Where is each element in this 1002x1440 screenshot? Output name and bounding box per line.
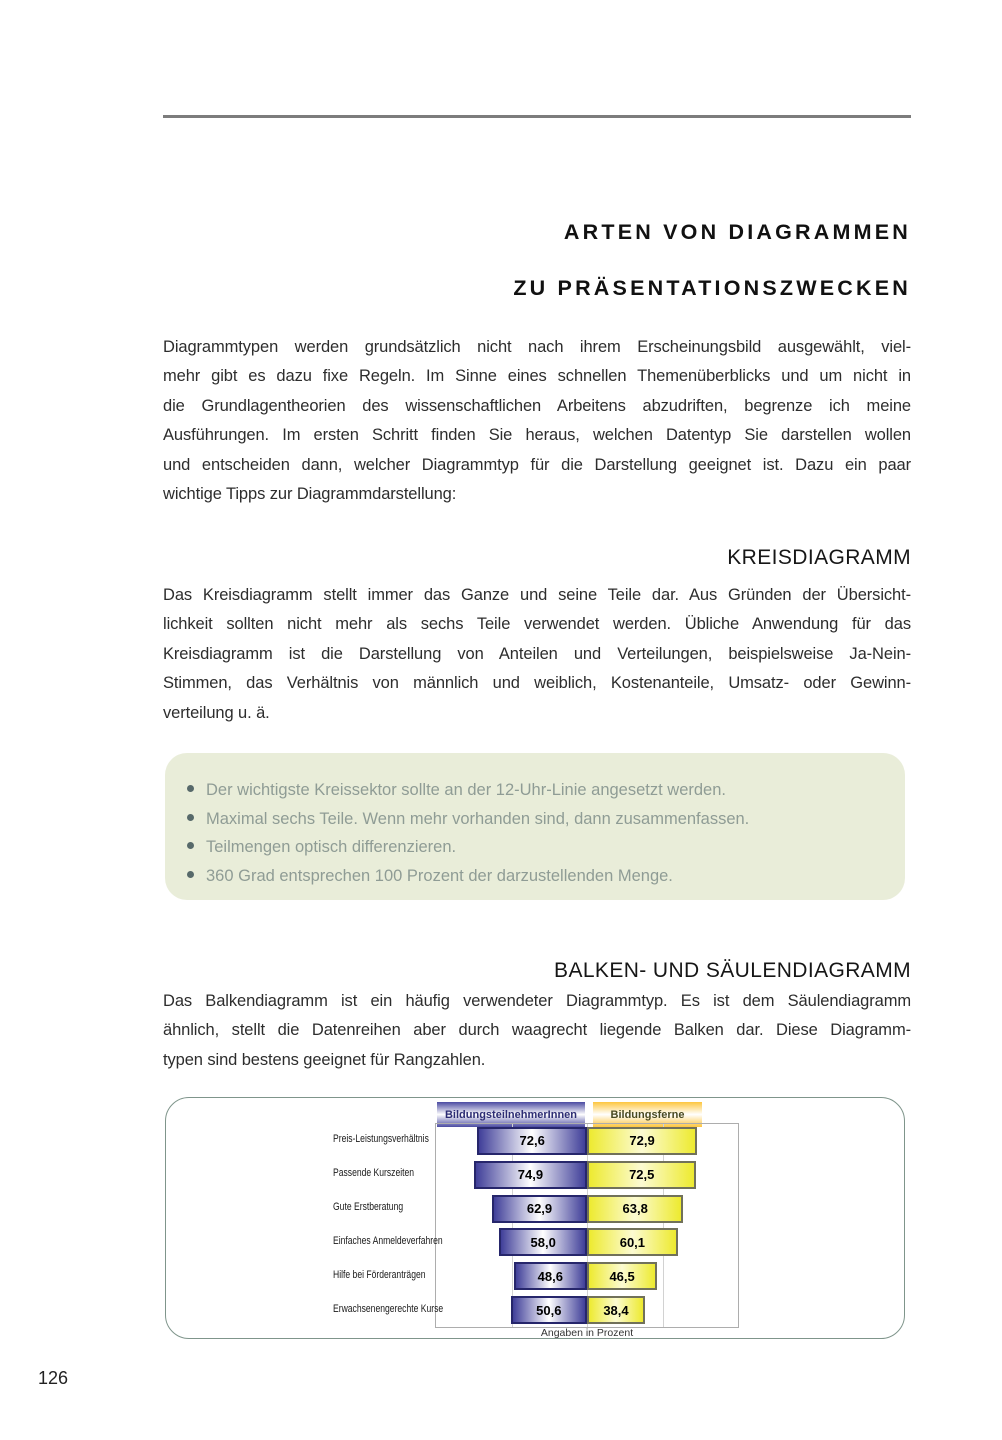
paragraph-line: Das Kreisdiagramm stellt immer das Ganze und seine Teile dar. Aus Gründen der Übersicht- — [163, 586, 911, 604]
tip-text: Maximal sechs Teile. Wenn mehr vorhanden sind, dann zusammenfassen. — [206, 809, 750, 828]
paragraph-line: Kreisdiagramm ist die Darstellung von Anteilen und Verteilungen, beispielsweise Ja-Nein- — [163, 644, 911, 663]
section-heading-kreisdiagramm: KREISDIAGRAMM — [727, 546, 911, 569]
bar-value-label: 50,6 — [536, 1302, 562, 1318]
bar-value-label: 60,1 — [619, 1234, 646, 1250]
kreis-paragraph — [163, 581, 911, 728]
paragraph-line: Ausführungen. Im ersten Schritt finden Sie heraus, welchen Datentyp Sie darstellen wollen — [163, 426, 911, 445]
paragraph-line: wichtige Tipps zur Diagrammdarstellung: — [163, 485, 457, 504]
category-label: Einfaches Anmeldeverfahren — [333, 1234, 443, 1247]
page-title-line1: ARTEN VON DIAGRAMMEN — [563, 220, 911, 244]
bullet-icon — [187, 814, 194, 821]
chart-panel — [165, 1097, 905, 1339]
bar-bildungsteilnehmerinnen — [514, 1262, 587, 1290]
bar-bildungsteilnehmerinnen — [511, 1296, 587, 1324]
top-rule — [163, 115, 911, 118]
legend-item-bildungsteilnehmerinnen: BildungsteilnehmerInnen — [437, 1102, 585, 1127]
bar-value-label: 62,9 — [526, 1201, 553, 1217]
tips-box — [165, 753, 905, 900]
paragraph-line: verteilung u. ä. — [163, 703, 270, 722]
paragraph-line: typen sind bestens geeignet für Rangzahlen. — [163, 1050, 486, 1069]
paragraph-line: Stimmen, das Verhältnis von männlich und weiblich, Kostenanteile, Umsatz- oder Gewinn- — [163, 674, 911, 693]
paragraph-line: Diagrammtypen werden grundsätzlich nicht nach ihrem Erscheinungsbild ausgewählt, viel- — [163, 338, 911, 356]
bar-bildungsteilnehmerinnen — [499, 1228, 587, 1256]
bullet-icon — [187, 842, 194, 849]
tip-item — [187, 776, 885, 805]
page-title-line2: ZU PRÄSENTATIONSZWECKEN — [513, 276, 911, 300]
tips-list — [165, 753, 905, 890]
paragraph-line: Das Balkendiagramm ist ein häufig verwendeter Diagrammtyp. Es ist dem Säulendiagramm — [163, 992, 911, 1010]
bar-value-label: 58,0 — [530, 1234, 556, 1250]
bar-value-label: 46,5 — [609, 1268, 635, 1284]
section-heading-balken: BALKEN- UND SÄULENDIAGRAMM — [554, 959, 911, 982]
tip-item — [187, 805, 885, 834]
paragraph-line: mehr gibt es dazu fixe Regeln. Im Sinne eines schnellen Themenüberblicks und um nicht in — [163, 367, 911, 386]
bar-bildungsferne — [587, 1161, 696, 1189]
paragraph-line: ähnlich, stellt die Datenreihen aber durch waagrecht liegende Balken dar. Diese Diagramm- — [163, 1021, 911, 1040]
bullet-icon — [187, 871, 194, 878]
category-label: Passende Kurszeiten — [333, 1167, 415, 1180]
bar-value-label: 74,9 — [517, 1167, 544, 1183]
balken-paragraph — [163, 987, 911, 1075]
bar-value-label: 72,9 — [629, 1133, 655, 1149]
bar-bildungsferne — [587, 1228, 678, 1256]
category-label: Gute Erstberatung — [333, 1201, 404, 1214]
legend-item-bildungsferne: Bildungsferne — [593, 1102, 702, 1127]
category-label: Preis-Leistungsverhältnis — [333, 1133, 429, 1146]
category-label: Erwachsenengerechte Kurse — [333, 1302, 444, 1315]
bar-bildungsteilnehmerinnen — [477, 1127, 587, 1155]
paragraph-line: die Grundlagentheorien des wissenschaftlichen Arbeitens abzudriften, begrenze ich meine — [163, 396, 911, 415]
bar-bildungsteilnehmerinnen — [492, 1195, 587, 1223]
tip-text: 360 Grad entsprechen 100 Prozent der darzustellenden Menge. — [206, 866, 673, 885]
bar-bildungsferne — [587, 1296, 645, 1324]
bar-bildungsferne — [587, 1195, 683, 1223]
tip-item — [187, 862, 885, 891]
tip-text: Teilmengen optisch differenzieren. — [206, 838, 457, 857]
bar-bildungsferne — [587, 1127, 697, 1155]
bar-value-label: 72,5 — [629, 1167, 655, 1183]
bar-value-label: 48,6 — [537, 1268, 563, 1284]
tip-text: Der wichtigste Kreissektor sollte an der 12-Uhr-Linie angesetzt werden. — [206, 781, 726, 799]
paragraph-line: lichkeit sollten nicht mehr als sechs Teile verwendet werden. Übliche Anwendung für das — [163, 615, 911, 634]
category-label: Hilfe bei Förderanträgen — [333, 1268, 426, 1281]
bar-value-label: 72,6 — [519, 1133, 545, 1149]
bar-value-label: 38,4 — [603, 1302, 629, 1318]
intro-paragraph — [163, 333, 911, 509]
bar-bildungsteilnehmerinnen — [474, 1161, 587, 1189]
page-number: 126 — [38, 1368, 69, 1388]
bar-bildungsferne — [587, 1262, 657, 1290]
bullet-icon — [187, 785, 194, 792]
chart-plot — [435, 1123, 739, 1328]
chart-footnote: Angaben in Prozent — [540, 1327, 634, 1339]
paragraph-line: und entscheiden dann, welcher Diagrammtyp für die Darstellung geeignet ist. Dazu ein paar — [163, 455, 911, 474]
tip-item — [187, 833, 885, 862]
bar-value-label: 63,8 — [622, 1201, 648, 1217]
